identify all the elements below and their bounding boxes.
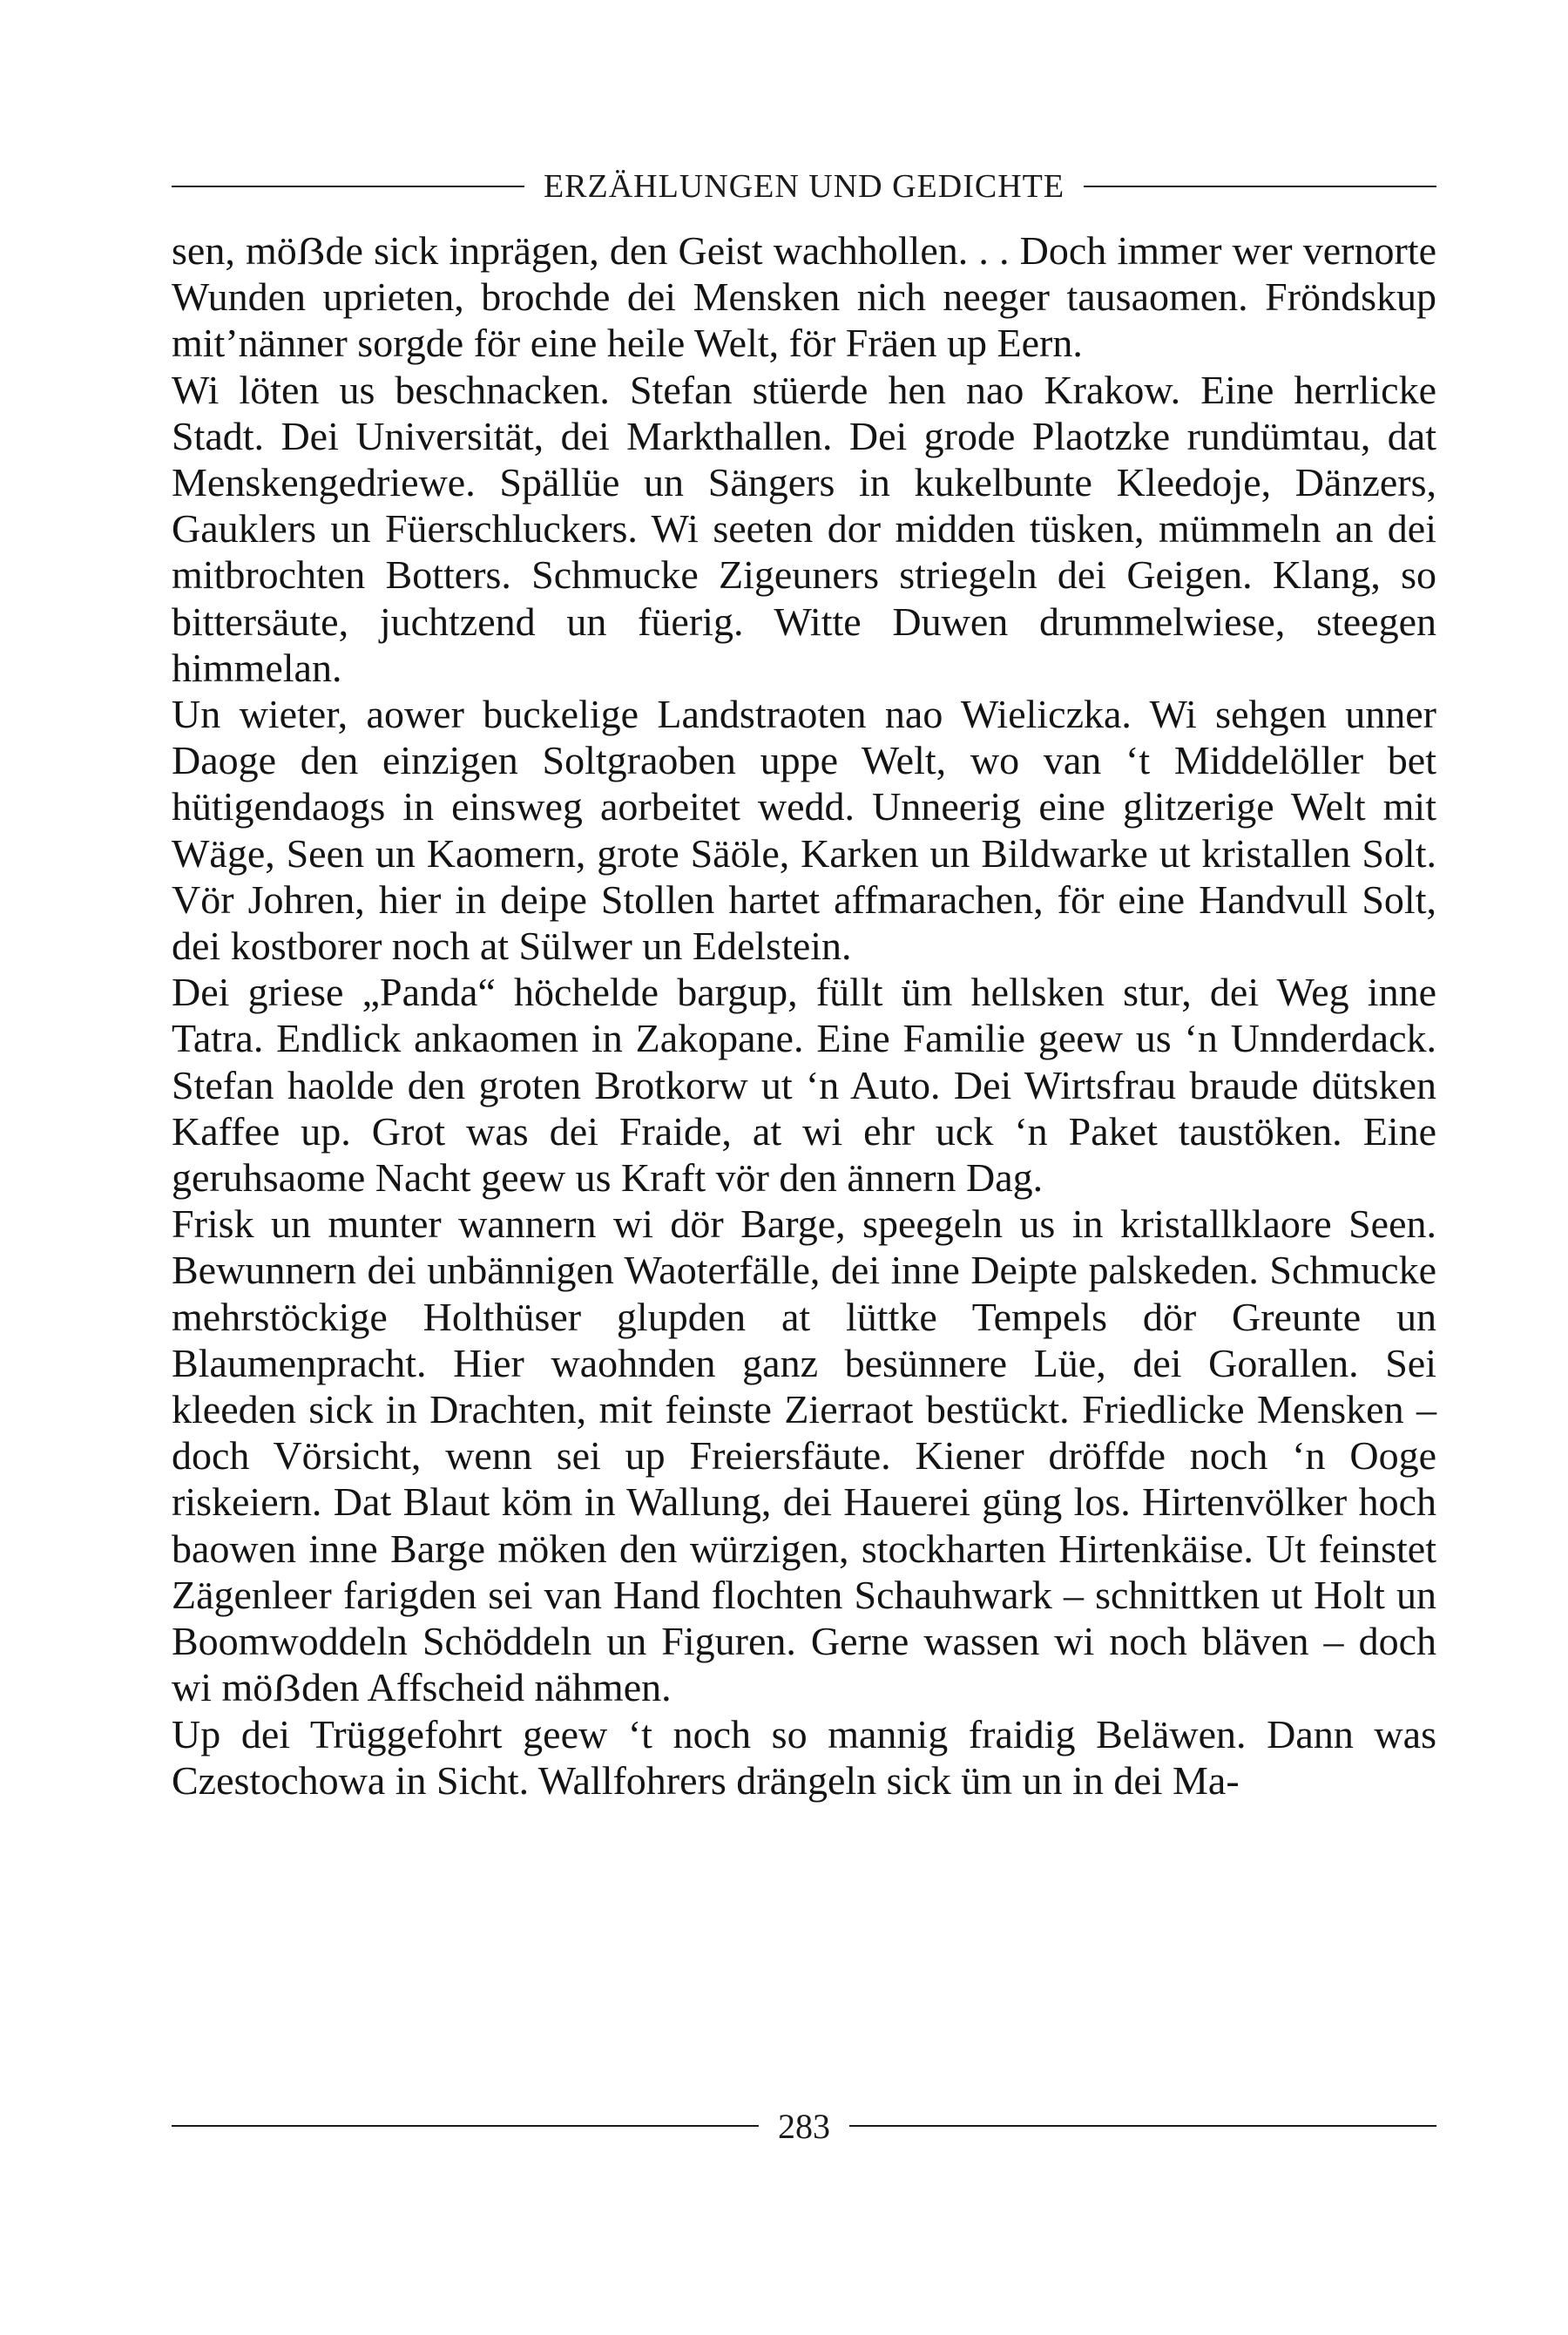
body-text: [172, 227, 1436, 1804]
footer-rule-right: [849, 2125, 1436, 2127]
paragraph-4: Dei griese „Panda“ höchelde bargup, füllt üm hellsken stur, dei Weg inne Tatra. Endlick ankaomen in Zakopane. Eine Familie geew us ‘n Unnderdack. Stefan haolde den groten Brotkorw ut ‘n Auto. Dei Wirtsfrau braude dütsken Kaffee up. Grot was dei Fraide, at wi ehr uck ‘n Paket taustöken. Eine geruhsaome Nacht geew us Kraft vör den ännern Dag.: [172, 970, 1436, 1201]
header-rule-right: [1084, 186, 1436, 187]
page-footer: [172, 2102, 1436, 2150]
page-number: 283: [778, 2106, 830, 2146]
paragraph-3: Un wieter, aower buckelige Landstraoten nao Wieliczka. Wi sehgen unner Daoge den einzigen Soltgraoben uppe Welt, wo van ‘t Middelöller bet hütigendaogs in einsweg aorbeitet wedd. Unneerig eine glitzerige Welt mit Wäge, Seen un Kaomern, grote Säöle, Karken un Bildwarke ut kristallen Solt. Vör Johren, hier in deipe Stollen hartet affmarachen, för eine Handvull Solt, dei kostborer noch at Sülwer un Edelstein.: [172, 692, 1436, 969]
running-header: [172, 164, 1436, 209]
running-title: ERZÄHLUNGEN UND GEDICHTE: [543, 168, 1065, 205]
paragraph-1: sen, möẞde sick inprägen, den Geist wachhollen. . . Doch immer wer vernorte Wunden uprieten, brochde dei Mensken nich neeger tausaomen. Fröndskup mit’nänner sorgde för eine heile Welt, för Fräen up Eern.: [172, 228, 1436, 366]
footer-rule-left: [172, 2125, 759, 2127]
paragraph-6: Up dei Trüggefohrt geew ‘t noch so mannig fraidig Beläwen. Dann was Czestochowa in Sicht. Wallfohrers drängeln sick üm un in dei Ma-: [172, 1711, 1436, 1803]
paragraph-2: Wi löten us beschnacken. Stefan stüerde hen nao Krakow. Eine herrlicke Stadt. Dei Universität, dei Markthallen. Dei grode Plaotzke rundümtau, dat Menskengedriewe. Spällüe un Sängers in kukelbunte Kleedoje, Dänzers, Gauklers un Füerschluckers. Wi seeten dor midden tüsken, mümmeln an dei mitbrochten Botters. Schmucke Zigeuners striegeln dei Geigen. Klang, so bittersäute, juchtzend un füerig. Witte Duwen drummelwiese, steegen himmelan.: [172, 367, 1436, 690]
header-rule-left: [172, 186, 524, 187]
paragraph-5: Frisk un munter wannern wi dör Barge, speegeln us in kristallklaore Seen. Bewunnern dei unbännigen Waoterfälle, dei inne Deipte palskeden. Schmucke mehrstöckige Holthüser glupden at lüttke Tempels dör Greunte un Blaumenpracht. Hier waohnden ganz besünnere Lüe, dei Gorallen. Sei kleeden sick in Drachten, mit feinste Zierraot bestückt. Friedlicke Mensken – doch Vörsicht, wenn sei up Freiersfäute. Kiener dröffde noch ‘n Ooge riskeiern. Dat Blaut köm in Wallung, dei Hauerei güng los. Hirtenvölker hoch baowen inne Barge möken den würzigen, stockharten Hirtenkäise. Ut feinstet Zägenleer farigden sei van Hand flochten Schauhwark – schnittken ut Holt un Boomwoddeln Schöddeln un Figuren. Gerne wassen wi noch bläven – doch wi möẞden Affscheid nähmen.: [172, 1201, 1436, 1710]
